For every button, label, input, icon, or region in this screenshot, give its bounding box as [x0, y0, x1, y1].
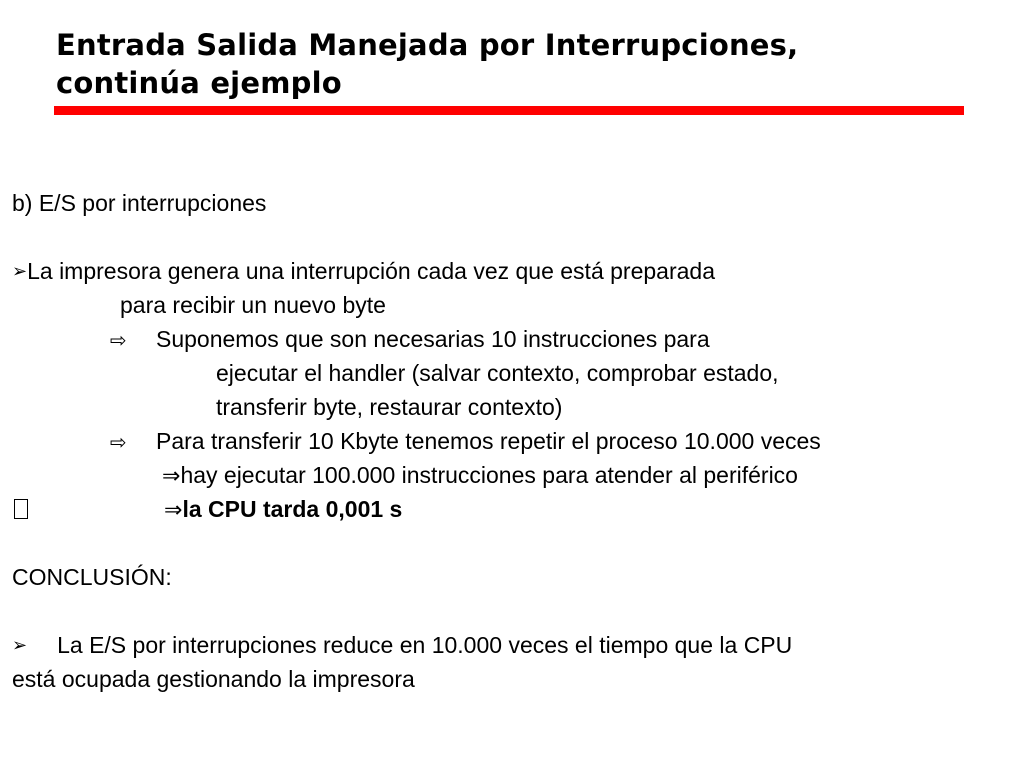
sub-bullet-item — [12, 424, 1012, 458]
arrowhead-bullet-icon: ➢ — [12, 635, 28, 656]
slide-title — [56, 26, 976, 102]
bullet-text: La impresora genera una interrupción cada vez que está preparada — [27, 258, 715, 284]
missing-glyph-box-icon — [14, 499, 28, 519]
outline-arrow-icon: ⇨ — [110, 328, 127, 352]
conclusion-bullet — [12, 628, 1012, 662]
implies-arrow-icon: ⇒ — [164, 498, 183, 523]
slide-title-line2: continúa ejemplo — [56, 66, 342, 100]
arrowhead-bullet-icon: ➢ — [12, 261, 28, 282]
sub-bullet-item — [12, 322, 1012, 356]
implication-text: hay ejecutar 100.000 instrucciones para atender al periférico — [180, 462, 798, 488]
implication-text-bold: la CPU tarda 0,001 s — [182, 496, 403, 522]
sub-bullet-continuation: ejecutar el handler (salvar contexto, comprobar estado, — [216, 360, 779, 386]
implication-line — [12, 458, 1012, 492]
sub-bullet-text: Suponemos que son necesarias 10 instrucciones para — [156, 326, 710, 352]
bullet-text-continuation: para recibir un nuevo byte — [120, 292, 386, 318]
implication-line-bold — [12, 492, 1012, 526]
outline-arrow-icon: ⇨ — [110, 430, 127, 454]
spacer — [12, 526, 1012, 560]
sub-bullet-continuation: transferir byte, restaurar contexto) — [216, 394, 563, 420]
conclusion-text-continuation: está ocupada gestionando la impresora — [12, 666, 415, 692]
spacer — [12, 594, 1012, 628]
spacer — [12, 220, 1012, 254]
bullet-item — [12, 254, 1012, 288]
implies-arrow-icon: ⇒ — [162, 464, 181, 489]
conclusion-text: La E/S por interrupciones reduce en 10.000 veces el tiempo que la CPU — [57, 632, 793, 658]
conclusion-label: CONCLUSIÓN: — [12, 564, 172, 590]
sub-bullet-text: Para transferir 10 Kbyte tenemos repetir el proceso 10.000 veces — [156, 428, 821, 454]
slide-title-line1: Entrada Salida Manejada por Interrupciones, — [56, 28, 799, 62]
section-heading: b) E/S por interrupciones — [12, 190, 267, 216]
slide-body — [12, 186, 1012, 696]
title-underline — [54, 106, 964, 115]
